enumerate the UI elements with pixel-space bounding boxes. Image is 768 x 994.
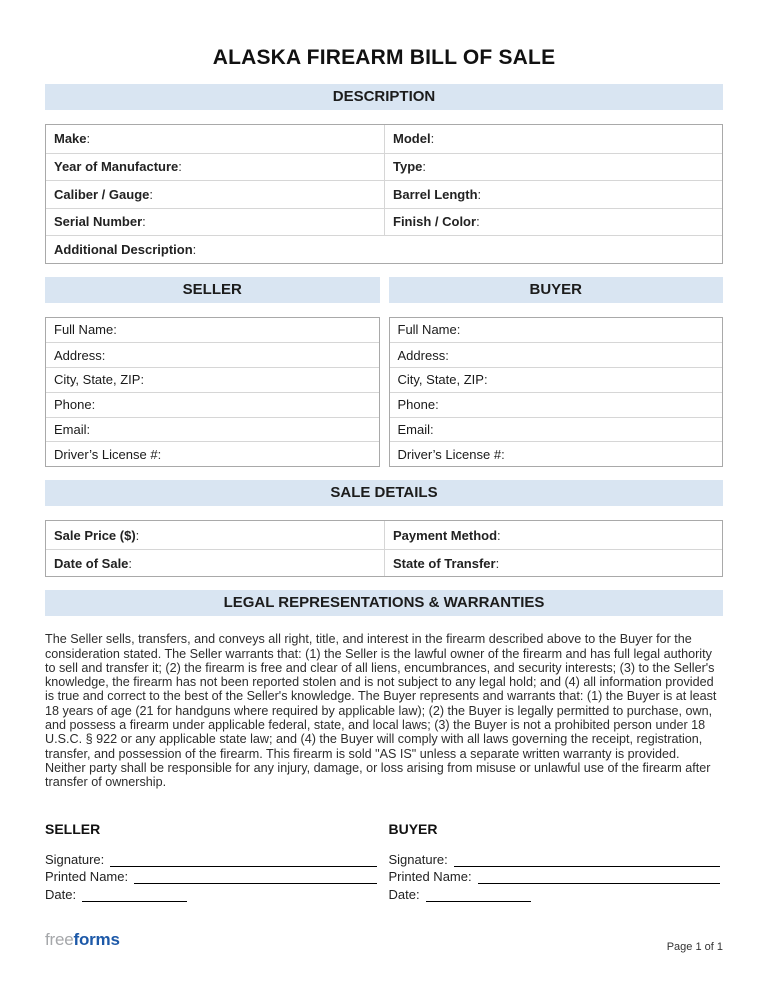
seller-date-label: Date: xyxy=(45,886,77,902)
seller-date-line xyxy=(82,901,187,902)
seller-field-email: Email : xyxy=(46,417,379,442)
description-table xyxy=(45,124,723,264)
buyer-signature-heading: BUYER xyxy=(388,821,438,838)
party-headers xyxy=(45,277,723,303)
seller-field-phone: Phone : xyxy=(46,392,379,417)
field-serial-number: Serial Number : xyxy=(46,208,384,236)
field-sale-price: Sale Price ($) : xyxy=(54,527,140,543)
buyer-printed-name-line xyxy=(478,883,720,884)
signature-blocks xyxy=(45,837,723,902)
buyer-signature-block xyxy=(389,849,724,902)
section-header-description xyxy=(45,84,723,110)
section-header-buyer xyxy=(389,277,724,303)
section-header-buyer-label: BUYER xyxy=(529,280,582,298)
seller-signature-block xyxy=(45,849,380,902)
buyer-date-line xyxy=(426,901,531,902)
buyer-signature-row xyxy=(389,849,724,867)
field-caliber-gauge: Caliber / Gauge : xyxy=(46,180,384,208)
seller-printed-name-line xyxy=(134,883,376,884)
section-header-legal xyxy=(45,590,723,616)
seller-signature-line xyxy=(110,866,376,867)
buyer-field-address: Address : xyxy=(390,342,723,367)
buyer-signature-label: Signature: xyxy=(388,851,448,867)
section-header-sale-details-label: SALE DETAILS xyxy=(330,484,438,502)
section-header-legal-label: LEGAL REPRESENTATIONS & WARRANTIES xyxy=(223,594,545,612)
signature-headings xyxy=(45,802,723,837)
field-state-of-transfer: State of Transfer : xyxy=(384,549,722,577)
seller-signature-row xyxy=(45,849,380,867)
section-header-seller xyxy=(45,277,380,303)
seller-field-full-name: Full Name : xyxy=(54,322,117,338)
sale-details-table xyxy=(45,520,723,577)
freeforms-logo-forms: forms xyxy=(73,930,120,949)
seller-signature-heading: SELLER xyxy=(45,821,101,838)
buyer-field-phone: Phone : xyxy=(390,392,723,417)
page-number: Page 1 of 1 xyxy=(666,941,723,953)
seller-signature-label: Signature: xyxy=(45,851,105,867)
field-type: Type : xyxy=(384,153,722,181)
buyer-field-email: Email : xyxy=(390,417,723,442)
field-finish-color: Finish / Color : xyxy=(384,208,722,236)
seller-date-row xyxy=(45,884,380,902)
buyer-printed-name-label: Printed Name: xyxy=(388,869,472,885)
field-model: Model : xyxy=(384,125,722,153)
buyer-field-drivers-license: Driver’s License # : xyxy=(390,441,723,466)
section-header-sale-details xyxy=(45,480,723,506)
legal-text: The Seller sells, transfers, and conveys all right, title, and interest in the firearm described above to the Buyer for the consideration stated. The Seller warrants that: (1) the Seller is the lawful owner of the firearm and has full legal authority to sell and transfer it; (2) the firearm is free and clear of all liens, encumbrances, and security interests; (3) to the Seller's knowledge, the firearm has not been reported stolen and is not subject to any legal hold; and (4) all information provided is true and correct to the best of the Seller's knowledge. The Buyer represents and warrants that: (1) the Buyer is at least 18 years of age (21 for handguns where required by applicable law); (2) the Buyer is legally permitted to purchase, own, and possess a firearm under applicable federal, state, and local laws; (3) the Buyer is not a prohibited person under 18 U.S.C. § 922 or any applicable state law; and (4) the Buyer will comply with all laws governing the receipt, registration, transfer, and possession of the firearm. This firearm is sold "AS IS" unless a separate written warranty is provided. Neither party shall be responsible for any injury, damage, or loss arising from misuse or unlawful use of the firearm after transfer of ownership. xyxy=(45,632,717,790)
buyer-field-full-name: Full Name : xyxy=(397,322,461,338)
seller-field-city-state-zip: City, State, ZIP : xyxy=(46,367,379,392)
seller-table xyxy=(45,317,380,468)
page-title: ALASKA FIREARM BILL OF SALE xyxy=(212,46,556,69)
buyer-field-city-state-zip: City, State, ZIP : xyxy=(390,367,723,392)
field-payment-method: Payment Method : xyxy=(384,521,722,549)
buyer-signature-line xyxy=(454,866,720,867)
freeforms-logo-free: free xyxy=(45,930,74,949)
party-tables xyxy=(45,317,723,468)
buyer-date-label: Date: xyxy=(388,886,420,902)
section-header-description-label: DESCRIPTION xyxy=(332,88,436,105)
field-barrel-length: Barrel Length : xyxy=(384,180,722,208)
freeforms-logo xyxy=(45,930,120,950)
seller-printed-name-label: Printed Name: xyxy=(45,869,129,885)
seller-printed-name-row xyxy=(45,867,380,885)
field-year-of-manufacture: Year of Manufacture : xyxy=(46,153,384,181)
field-make: Make : xyxy=(54,131,91,147)
buyer-printed-name-row xyxy=(389,867,724,885)
seller-field-drivers-license: Driver’s License # : xyxy=(46,441,379,466)
field-date-of-sale: Date of Sale : xyxy=(46,549,384,577)
buyer-date-row xyxy=(389,884,724,902)
section-header-seller-label: SELLER xyxy=(182,280,242,298)
field-additional-description: Additional Description : xyxy=(46,235,722,263)
buyer-table xyxy=(389,317,724,468)
seller-field-address: Address : xyxy=(46,342,379,367)
